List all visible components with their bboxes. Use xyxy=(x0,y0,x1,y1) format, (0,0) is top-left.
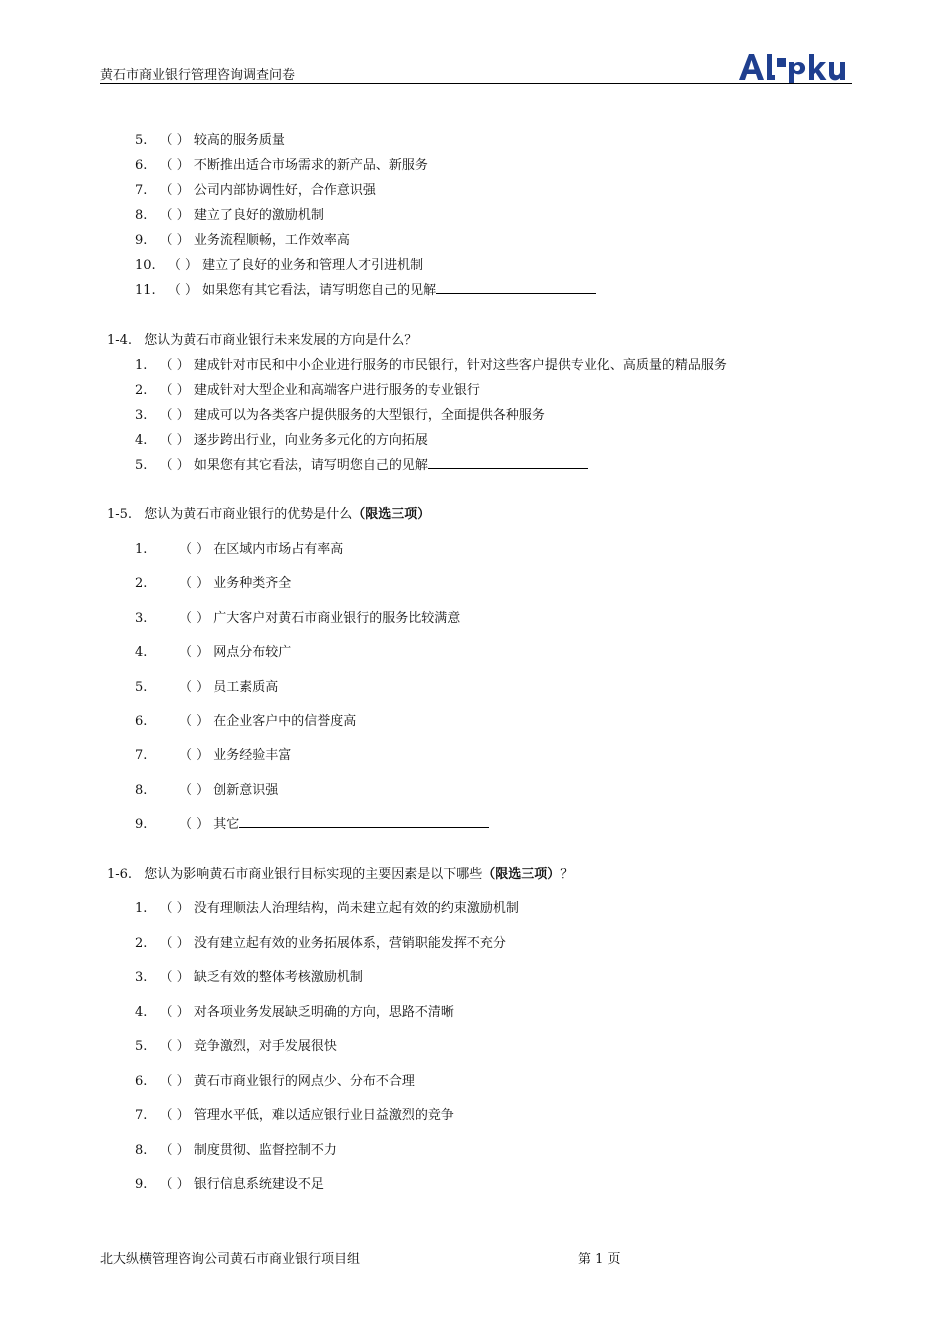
list-item: 2. （ ） 没有建立起有效的业务拓展体系，营销职能发挥不充分 xyxy=(135,932,506,951)
answer-blank[interactable]: （ ） xyxy=(179,748,210,763)
answer-blank[interactable]: （ ） xyxy=(167,283,198,298)
list-item: 2. （ ） 建成针对大型企业和高端客户进行服务的专业银行 xyxy=(135,379,480,398)
list-item: 7. （ ） 管理水平低，难以适应银行业日益激烈的竞争 xyxy=(135,1104,454,1123)
page-footer-org: 北大纵横管理咨询公司黄石市商业银行项目组 xyxy=(100,1252,361,1267)
list-item: 8. （ ） 建立了良好的激励机制 xyxy=(135,204,324,223)
answer-blank[interactable]: （ ） xyxy=(159,183,190,198)
list-item: 6. （ ） 在企业客户中的信誉度高 xyxy=(135,710,356,729)
answer-blank[interactable]: （ ） xyxy=(179,576,210,591)
answer-blank[interactable]: （ ） xyxy=(159,158,190,173)
question-heading: 1-6. 您认为影响黄石市商业银行目标实现的主要因素是以下哪些（限选三项）？ xyxy=(107,867,574,882)
question-heading: 1-4. 您认为黄石市商业银行未来发展的方向是什么？ xyxy=(107,333,418,348)
fill-in-line[interactable] xyxy=(239,815,489,828)
list-item: 8. （ ） 制度贯彻、监督控制不力 xyxy=(135,1139,337,1158)
list-item: 5. （ ） 员工素质高 xyxy=(135,676,278,695)
list-item: 9. （ ） 银行信息系统建设不足 xyxy=(135,1173,324,1192)
company-logo xyxy=(737,50,852,84)
question-heading: 1-5. 您认为黄石市商业银行的优势是什么（限选三项） xyxy=(107,507,431,522)
list-item: 5. （ ） 较高的服务质量 xyxy=(135,129,285,148)
answer-blank[interactable]: （ ） xyxy=(159,133,190,148)
list-item: 4. （ ） 对各项业务发展缺乏明确的方向，思路不清晰 xyxy=(135,1001,454,1020)
list-item: 3. （ ） 建成可以为各类客户提供服务的大型银行，全面提供各种服务 xyxy=(135,404,545,423)
page-number: 第 1 页 xyxy=(578,1252,621,1267)
list-item: 1. （ ） 在区域内市场占有率高 xyxy=(135,538,343,557)
answer-blank[interactable]: （ ） xyxy=(159,1074,190,1089)
fill-in-line[interactable] xyxy=(436,281,596,294)
answer-blank[interactable]: （ ） xyxy=(179,783,210,798)
list-item: 1. （ ） 没有理顺法人治理结构，尚未建立起有效的约束激励机制 xyxy=(135,897,519,916)
list-item: 9. （ ） 业务流程顺畅，工作效率高 xyxy=(135,229,350,248)
answer-blank[interactable]: （ ） xyxy=(159,383,190,398)
answer-blank[interactable]: （ ） xyxy=(159,433,190,448)
answer-blank[interactable]: （ ） xyxy=(159,936,190,951)
answer-blank[interactable]: （ ） xyxy=(159,358,190,373)
list-item: 10. （ ） 建立了良好的业务和管理人才引进机制 xyxy=(135,254,423,273)
answer-blank[interactable]: （ ） xyxy=(179,714,210,729)
answer-blank[interactable]: （ ） xyxy=(159,1005,190,1020)
answer-blank[interactable]: （ ） xyxy=(159,1143,190,1158)
list-item: 5. （ ） 竞争激烈，对手发展很快 xyxy=(135,1035,337,1054)
answer-blank[interactable]: （ ） xyxy=(179,542,210,557)
list-item: 6. （ ） 不断推出适合市场需求的新产品、新服务 xyxy=(135,154,428,173)
list-item: 4. （ ） 逐步跨出行业，向业务多元化的方向拓展 xyxy=(135,429,428,448)
answer-blank[interactable]: （ ） xyxy=(159,1039,190,1054)
answer-blank[interactable]: （ ） xyxy=(159,970,190,985)
list-item: 11. （ ） 如果您有其它看法，请写明您自己的见解 xyxy=(135,279,596,298)
answer-blank[interactable]: （ ） xyxy=(179,611,210,626)
list-item: 7. （ ） 公司内部协调性好，合作意识强 xyxy=(135,179,376,198)
answer-blank[interactable]: （ ） xyxy=(159,901,190,916)
answer-blank[interactable]: （ ） xyxy=(159,208,190,223)
answer-blank[interactable]: （ ） xyxy=(167,258,198,273)
list-item: 7. （ ） 业务经验丰富 xyxy=(135,744,291,763)
answer-blank[interactable]: （ ） xyxy=(159,458,190,473)
header-divider xyxy=(100,83,852,84)
list-item: 1. （ ） 建成针对市民和中小企业进行服务的市民银行，针对这些客户提供专业化、高质量的精品服务 xyxy=(135,354,727,373)
list-item: 3. （ ） 广大客户对黄石市商业银行的服务比较满意 xyxy=(135,607,460,626)
answer-blank[interactable]: （ ） xyxy=(179,680,210,695)
list-item: 5. （ ） 如果您有其它看法，请写明您自己的见解 xyxy=(135,454,588,473)
list-item: 3. （ ） 缺乏有效的整体考核激励机制 xyxy=(135,966,363,985)
list-item: 4. （ ） 网点分布较广 xyxy=(135,641,291,660)
answer-blank[interactable]: （ ） xyxy=(159,408,190,423)
list-item: 2. （ ） 业务种类齐全 xyxy=(135,572,291,591)
answer-blank[interactable]: （ ） xyxy=(159,1108,190,1123)
answer-blank[interactable]: （ ） xyxy=(179,645,210,660)
list-item: 9. （ ） 其它 xyxy=(135,813,489,832)
answer-blank[interactable]: （ ） xyxy=(159,233,190,248)
list-item: 8. （ ） 创新意识强 xyxy=(135,779,278,798)
list-item: 6. （ ） 黄石市商业银行的网点少、分布不合理 xyxy=(135,1070,415,1089)
page-header-title: 黄石市商业银行管理咨询调查问卷 xyxy=(100,68,296,83)
answer-blank[interactable]: （ ） xyxy=(159,1177,190,1192)
answer-blank[interactable]: （ ） xyxy=(179,817,210,832)
fill-in-line[interactable] xyxy=(428,456,588,469)
